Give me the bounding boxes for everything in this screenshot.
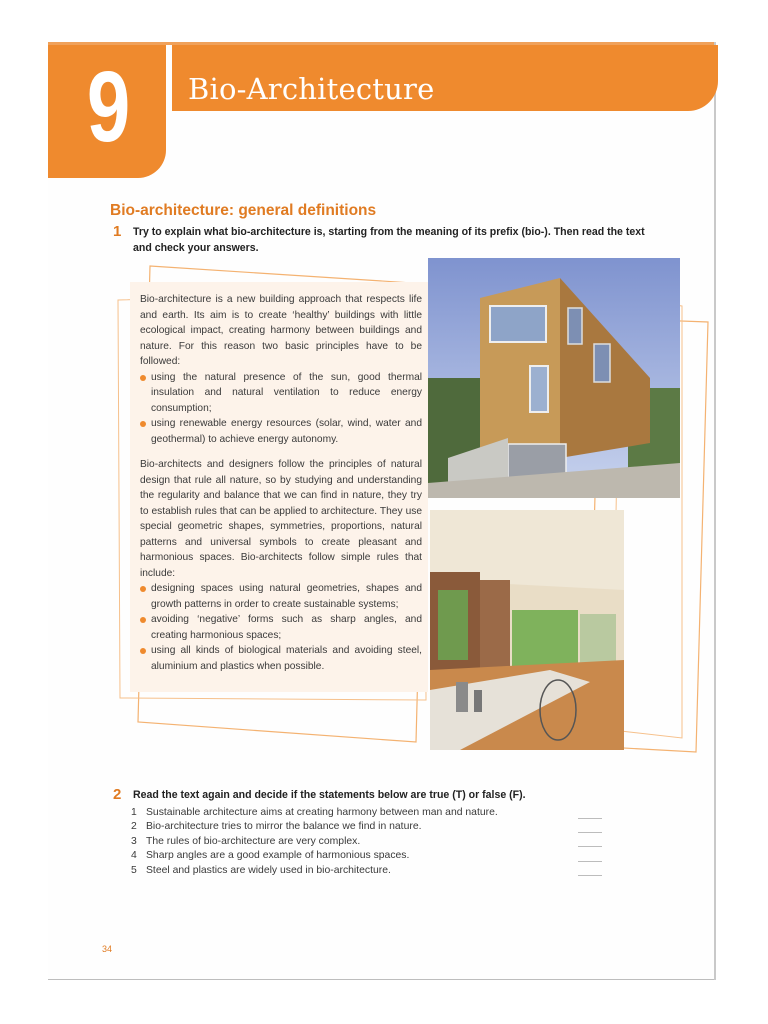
answer-blank[interactable] [578, 861, 602, 862]
section-heading: Bio-architecture: general definitions [110, 202, 377, 219]
answer-blank[interactable] [578, 818, 602, 819]
exercise-1-instruction-line2: and check your answers. [133, 242, 259, 254]
answer-blank[interactable] [578, 875, 602, 876]
answer-blank[interactable] [578, 832, 602, 833]
chapter-title: Bio-Architecture [188, 72, 435, 106]
exercise-1-instruction-line1: Try to explain what bio-architecture is, starting from the meaning of its prefix (bio-). Then read the text [133, 226, 645, 238]
list-item: using the natural presence of the sun, good thermal insulation and natural ventilation to reduce energy consumption; [140, 370, 422, 417]
exercise-2-number: 2 [113, 786, 122, 803]
answer-blank[interactable] [578, 846, 602, 847]
list-item: using all kinds of biological materials and avoiding steel, aluminium and plastics when possible. [140, 643, 422, 674]
list-item: using renewable energy resources (solar, wind, water and geothermal) to achieve energy autonomy. [140, 416, 422, 447]
principles-list [140, 370, 422, 448]
list-item: 2 Bio-architecture tries to mirror the balance we find in nature. [131, 821, 422, 833]
list-item: designing spaces using natural geometries, shapes and growth patterns in order to create sustainable systems; [140, 581, 422, 612]
house-interior-photo [430, 510, 624, 750]
bullet-icon [140, 617, 146, 623]
list-item: 4 Sharp angles are a good example of harmonious spaces. [131, 850, 410, 862]
page-number: 34 [102, 944, 113, 954]
reading-text [140, 292, 422, 674]
bullet-icon [140, 648, 146, 654]
list-item: 3 The rules of bio-architecture are very complex. [131, 835, 361, 847]
list-item: 5 Steel and plastics are widely used in bio-architecture. [131, 864, 391, 876]
list-item: 1 Sustainable architecture aims at creating harmony between man and nature. [131, 807, 498, 818]
true-false-statements [131, 806, 498, 878]
bullet-icon [140, 586, 146, 592]
chapter-number: 9 [86, 51, 128, 163]
reading-paragraph-1: Bio-architecture is a new building approach that respects life and earth. Its aim is to create ‘healthy’ buildings with little ecological impact, creating harmony between buildings and nature. For this reason two basic principles have to be followed: [140, 294, 422, 367]
bullet-icon [140, 421, 146, 427]
list-item: avoiding ‘negative’ forms such as sharp angles, and creating harmonious spaces; [140, 612, 422, 643]
reading-paragraph-2: Bio-architects and designers follow the principles of natural design that rule all nature, so by studying and understanding the regularity and balance that we can find in nature, they try to establish rules that can be applied to architecture. They use special geometric shapes, symmetries, proportions, natural patterns and universal symbols to create pleasant and harmonious spaces. Bio-architects follow simple rules that include: [140, 459, 422, 579]
bullet-icon [140, 375, 146, 381]
house-exterior-photo [428, 258, 680, 498]
exercise-2-instruction: Read the text again and decide if the statements below are true (T) or false (F). [133, 789, 526, 801]
rules-list [140, 581, 422, 674]
exercise-1-number: 1 [113, 223, 122, 240]
